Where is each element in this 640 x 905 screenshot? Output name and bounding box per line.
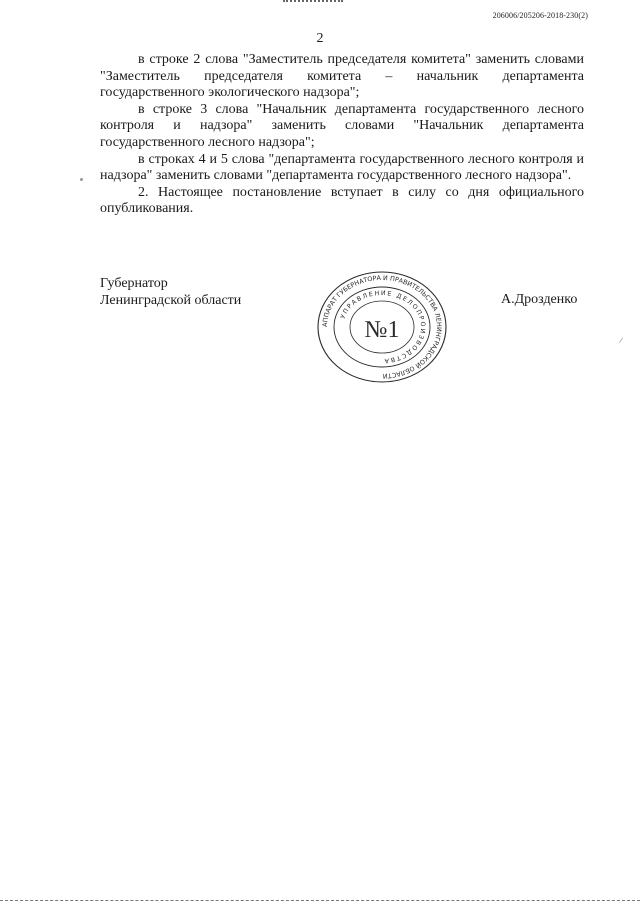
paragraph-effective-date: 2. Настоящее постановление вступает в силу со дня официального опубликования. (100, 184, 584, 217)
scan-bottom-edge (0, 900, 640, 901)
scan-mark-side (619, 338, 628, 347)
stamp-inner-text: УПРАВЛЕНИЕ ДЕЛОПРОИЗВОДСТВА (339, 289, 427, 365)
official-stamp (312, 270, 452, 385)
signatory-position (100, 275, 241, 309)
page-number: 2 (316, 31, 324, 46)
scan-top-marks (283, 0, 343, 6)
paragraph-lines-4-5-change: в строках 4 и 5 слова "департамента государственного лесного контроля и надзора" заменить словами "департамента государственного лесного надзора". (100, 151, 584, 184)
position-title: Губернатор (100, 276, 168, 291)
stamp-outer-text: АППАРАТ ГУБЕРНАТОРА И ПРАВИТЕЛЬСТВА ЛЕНИНГРАДСКОЙ ОБЛАСТИ (320, 273, 444, 381)
document-code: 206006/205206-2018-230(2) (492, 11, 588, 20)
paragraph-line-3-change: в строке 3 слова "Начальник департамента государственного лесного контроля и надзора" заменить словами "Начальник департамента государственного лесного надзора"; (100, 101, 584, 150)
body-text (100, 52, 584, 218)
stamp-number: №1 (364, 317, 400, 343)
scan-mark (80, 178, 83, 181)
paragraph-line-2-change: в строке 2 слова "Заместитель председателя комитета" заменить словами "Заместитель председателя комитета – начальник департамента государственного экологического надзора"; (100, 52, 584, 101)
position-region: Ленинградской области (100, 293, 242, 308)
signer-name: А.Дрозденко (501, 292, 578, 307)
